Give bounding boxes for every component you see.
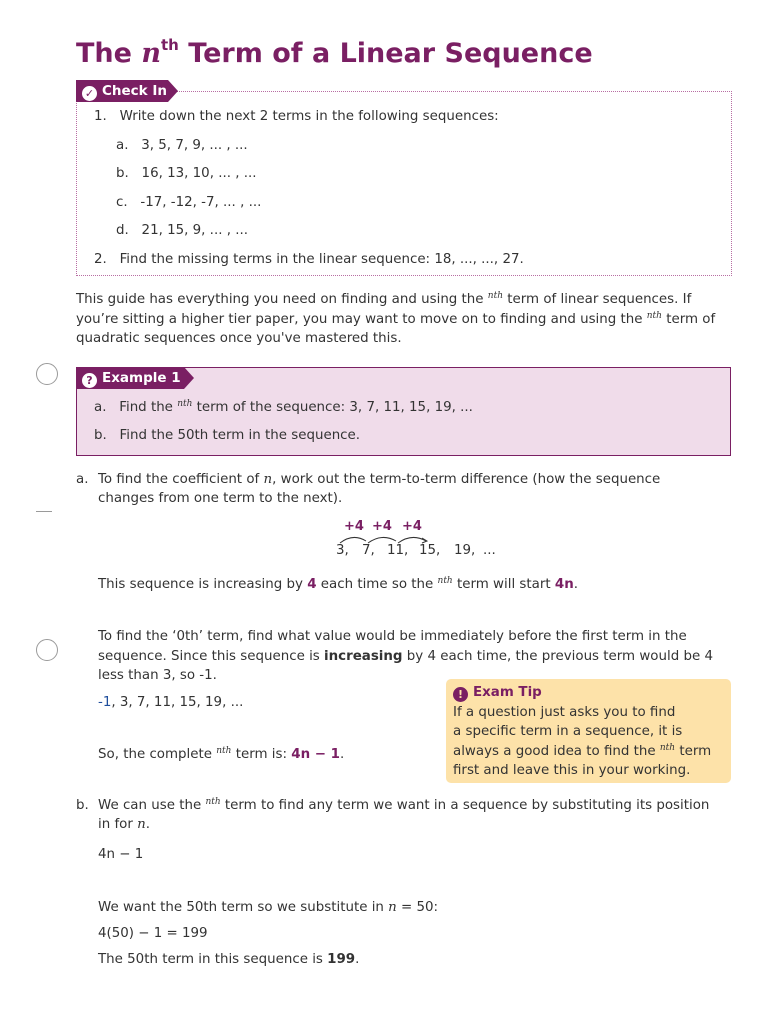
formula-expression: 4n − 1 (98, 847, 144, 862)
check-in-question-2: 2. Find the missing terms in the linear sequence: 18, ..., ..., 27. (94, 252, 524, 267)
check-in-part-b: b. 16, 13, 10, ... , ... (116, 166, 257, 181)
solution-a-line-1: To find the coefficient of n, work out the term-to-term difference (how the sequence (98, 472, 661, 487)
sequence-term: 3, (336, 543, 349, 558)
intro-line-1: This guide has everything you need on finding and using the $^{nth}$ term of linear sequences. If (76, 291, 692, 307)
sequence-term: 11, (387, 543, 409, 558)
margin-circle-marker (36, 363, 58, 385)
zeroth-term-line-2: sequence. Since this sequence is increasing by 4 each time, the previous term would be 4 (98, 649, 713, 664)
solution-a-line-2: changes from one term to the next). (98, 491, 343, 506)
example-part-a: a. Find the $^{nth}$ term of the sequence: 3, 7, 11, 15, 19, ... (94, 399, 473, 415)
solution-b-line-2: in for n. (98, 817, 151, 832)
margin-dash-marker (36, 511, 52, 512)
exclamation-icon: ! (453, 687, 468, 702)
increase-statement: This sequence is increasing by 4 each time so the $^{nth}$ term will start 4n. (98, 576, 578, 592)
check-in-tag: ✓ Check In (76, 80, 168, 102)
solution-a-label: a. (76, 472, 89, 487)
sequence-term: 7, (362, 543, 375, 558)
intro-line-2: you’re sitting a higher tier paper, you may want to move on to finding and using the $^{nth}$ term of (76, 311, 716, 327)
example-part-b: b. Find the 50th term in the sequence. (94, 428, 361, 443)
substitution-calculation: 4(50) − 1 = 199 (98, 926, 208, 941)
substitution-statement: We want the 50th term so we substitute in n = 50: (98, 900, 439, 915)
sequence-term: 15, (419, 543, 441, 558)
example-tag: ? Example 1 (76, 367, 184, 389)
margin-circle-marker (36, 639, 58, 661)
solution-b-label: b. (76, 798, 89, 813)
check-in-question-1: 1. Write down the next 2 terms in the following sequences: (94, 109, 499, 124)
check-circle-icon: ✓ (82, 86, 97, 101)
extended-sequence: -1, 3, 7, 11, 15, 19, ... (98, 695, 244, 710)
zeroth-term-line-3: less than 3, so -1. (98, 668, 217, 683)
solution-b-line-1: We can use the $^{nth}$ term to find any term we want in a sequence by substituting its position (98, 797, 710, 813)
sequence-term: 19, (454, 543, 476, 558)
exam-tip-heading: ! Exam Tip (453, 683, 731, 703)
page-title: The $n^{th}$ Term of a Linear Sequence (76, 36, 593, 69)
exam-tip-line: first and leave this in your working. (453, 763, 691, 779)
check-in-part-d: d. 21, 15, 9, ... , ... (116, 223, 248, 238)
zeroth-term-line-1: To find the ‘0th’ term, find what value would be immediately before the first term in the (98, 629, 687, 644)
exam-tip-box (446, 679, 731, 783)
final-answer: The 50th term in this sequence is 199. (98, 952, 360, 967)
sequence-term: ... (483, 543, 496, 558)
check-in-part-c: c. -17, -12, -7, ... , ... (116, 195, 262, 210)
question-mark-icon: ? (82, 373, 97, 388)
exam-tip-line: a specific term in a sequence, it is (453, 724, 683, 740)
exam-tip-line: always a good idea to find the $^{nth}$ term (453, 742, 712, 759)
difference-label: +4 (344, 519, 364, 534)
difference-label: +4 (372, 519, 392, 534)
check-in-part-a: a. 3, 5, 7, 9, ... , ... (116, 138, 248, 153)
intro-line-3: quadratic sequences once you've mastered this. (76, 331, 402, 346)
exam-tip-line: If a question just asks you to find (453, 704, 676, 720)
complete-nth-term: So, the complete $^{nth}$ term is: 4n − 1. (98, 746, 345, 762)
difference-label: +4 (402, 519, 422, 534)
